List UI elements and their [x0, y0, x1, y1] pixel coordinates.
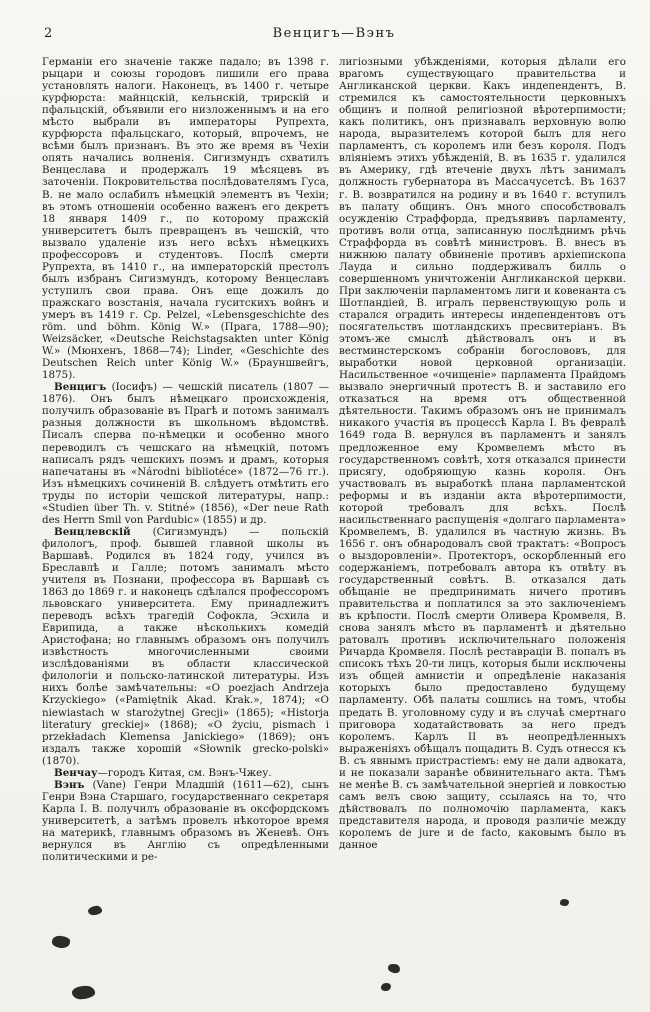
- left-column: [42, 56, 329, 863]
- right-column: [339, 56, 626, 863]
- article-wenzig: [42, 381, 329, 526]
- article-wenchau: [42, 767, 329, 779]
- article-wenclewski: [42, 526, 329, 767]
- entry-text-wenclewski: (Сигизмундъ) — польскій филологъ, проф. бывшей главной школы въ Варшавѣ. Родился въ 1824 году, учился въ Бреславлѣ и Галле; потомъ занималъ мѣсто учителя въ Познани, профессора въ Варшавѣ съ 1863 до 1869 г. и наконецъ сдѣлался профессоромъ львовскаго университета. Ему принадлежитъ переводъ всѣхъ трагедій Софокла, Эсхила и Еврипида, а также нѣсколькихъ комедій Аристофана; но главнымъ образомъ онъ получилъ извѣстность многочисленными своими изслѣдованіями въ области классической филологіи и польско-латинской литературы. Изъ нихъ болѣе замѣчательны: «O poezjach Andrzeja Krzyckiego» («Pamiętnik Akad. Krak.», 1874); «O niewiastach w starożytnej Grecji» (1865); «Historja literatury greckiej» (1868); «O życiu, pismach i przekładach Klemensa Janickiego» (1869); онъ издалъ также хорошій «Słownik grecko-polski» (1870).: [42, 525, 329, 767]
- ink-smudge: [72, 985, 96, 1000]
- headword-wenzig: Венцигъ: [54, 381, 107, 394]
- headword-wenchau: Венчау: [54, 766, 98, 779]
- page-header: [42, 24, 626, 48]
- article-venceslav-continuation: Германіи его значеніе также падало; въ 1398 г. рыцари и союзы городовъ лишили его права установлять налоги. Наконецъ, въ 1400 г. четыре курфюрста: майнцскій, кельнскій, трирскій и пфальцскій, объявили его низложеннымъ и на его мѣсто выбрали въ императоры Рупрехта, курфюрста пфальцскаго, который, впрочемъ, не всѣми былъ признанъ. Въ это же время въ Чехіи опять начались волненія. Сигизмундъ схватилъ Венцеслава и продержалъ 19 мѣсяцевъ въ заточеніи. Покровительства послѣдователямъ Гуса, В. не мало ослабилъ нѣмецкій элементъ въ Чехіи; въ этомъ отношеніи особенно важенъ его декретъ 18 января 1409 г., по которому пражскій университетъ былъ превращенъ въ чешскій, что вызвало удаленіе изъ него всѣхъ нѣмецкихъ профессоровъ и студентовъ. Послѣ смерти Рупрехта, въ 1410 г., на императорскій престолъ былъ избранъ Сигизмундъ, которому Венцеславъ уступилъ свои права. Онъ еще дожилъ до пражскаго возстанія, начала гуситскихъ войнъ и умеръ въ 1419 г. Ср. Pelzel, «Lebensgeschichte des röm. und böhm. König W.» (Прага, 1788—90); Weizsäcker, «Deutsche Reichstagsakten unter König W.» (Мюнхенъ, 1868—74); Linder, «Geschichte des Deutschen Reich unter König W.» (Брауншвейгъ, 1875).: [42, 56, 329, 382]
- article-vane: [42, 779, 329, 863]
- headword-vane: Вэнъ: [54, 778, 85, 791]
- entry-text-wenchau: —городъ Китая, см. Вэнъ-Чжеу.: [97, 766, 272, 779]
- ink-smudge: [380, 982, 391, 992]
- entry-text-vane: (Vane) Генри Младшій (1611—62), сынъ Генри Вэна Старшаго, государственнаго секретаря Карла I. В. получилъ образованіе въ оксфордскомъ университетѣ, а затѣмъ провелъ нѣкоторое время на материкѣ, главнымъ образомъ въ Женевѣ. Онъ вернулся въ Англію съ опредѣленными политическими и ре-: [42, 778, 329, 864]
- headword-wenclewski: Венцлевскій: [54, 525, 131, 538]
- ink-smudge: [52, 935, 71, 949]
- ink-smudge: [387, 963, 400, 974]
- ink-smudge: [87, 905, 102, 916]
- text-columns: [42, 56, 626, 863]
- page-number: 2: [44, 26, 53, 41]
- entry-text-wenzig: (Іосифъ) — чешскій писатель (1807 — 1876). Онъ былъ нѣмецкаго происхожденія, получилъ образованіе въ Прагѣ и потомъ занималъ разныя должности въ школьномъ вѣдомствѣ. Писалъ сперва по-нѣмецки и особенно много переводилъ съ чешскаго на нѣмецкій, потомъ написалъ рядъ чешскихъ поэмъ и драмъ, которыя напечатаны въ «Národni bibliotéce» (1872—76 гг.). Изъ нѣмецкихъ сочиненій В. слѣдуетъ отмѣтить его труды по исторіи чешской литературы, напр.: «Studien über Th. v. Stitné» (1856), «Der neue Rath des Herrn Smil von Pardubic» (1855) и др.: [42, 381, 329, 526]
- running-title: Венцигъ—Вэнъ: [272, 26, 396, 41]
- ink-smudge: [560, 899, 569, 906]
- article-vane-continuation: лигіозными убѣжденіями, которыя дѣлали его врагомъ существующаго правительства и Англиканской церкви. Какъ индепендентъ, В. стремился къ самостоятельности церковныхъ общинъ и полной религіозной вѣротерпимости; какъ политикъ, онъ признавалъ верховную волю народа, выразителемъ которой былъ для него парламентъ, съ королемъ или безъ короля. Подъ вліяніемъ этихъ убѣжденій, В. въ 1635 г. удалился въ Америку, гдѣ втеченіе двухъ лѣтъ занималъ должность губернатора въ Массачусетсѣ. Въ 1637 г. В. возвратился на родину и въ 1640 г. вступилъ въ палату общинъ. Онъ много способствовалъ осужденію Страффорда, предъявивъ парламенту, противъ воли отца, записанную послѣднимъ рѣчь Страффорда въ совѣтѣ министровъ. В. внесъ въ нижнюю палату обвиненіе противъ архіепископа Лауда и сильно поддерживалъ билль о совершенномъ уничтоженіи Англиканской церкви. При заключеніи парламентомъ лиги и ковенанта съ Шотландіей, В. игралъ первенствующую роль и старался оградить интересы индепендентовъ отъ посягательствъ шотландскихъ пресвитеріанъ. Въ этомъ-же смыслѣ дѣйствовалъ онъ и въ вестминстерскомъ собраніи богослововъ, для выработки новой церковной организаціи. Насильственное «очищеніе» парламента Прайдомъ вызвало энергичный протестъ В. и заставило его отказаться на время отъ общественной дѣятельности. Такимъ образомъ онъ не принималъ никакого участія въ процессѣ Карла I. Въ февралѣ 1649 года В. вернулся въ парламентъ и занялъ предложенное ему Кромвелемъ мѣсто въ государственномъ совѣтѣ, хотя отказался принести присягу, одобряющую казнь короля. Онъ участвовалъ въ выработкѣ плана парламентской реформы и въ изданіи акта вѣротерпимости, которой требовалъ для всѣхъ. Послѣ насильственнаго распущенія «долгаго парламента» Кромвелемъ, В. удалился въ частную жизнь. Въ 1656 г. онъ обнародовалъ свой трактатъ: «Вопросъ о выздоровленіи». Протекторъ, оскорбленный его содержаніемъ, потребовалъ автора къ отвѣту въ государственный совѣтъ. В. отказался дать обѣщаніе не предпринимать ничего противъ правительства и поплатился за это заключеніемъ въ крѣпости. Послѣ смерти Оливера Кромвеля, В. снова занялъ мѣсто въ парламентѣ и дѣятельно ратовалъ противъ исключительнаго положенія Ричарда Кромвеля. Послѣ реставраціи В. попалъ въ списокъ тѣхъ 20-ти лицъ, которыя были исключены изъ общей амнистіи и опредѣленіе наказанія которыхъ было предоставлено будущему парламенту. Обѣ палаты сошлись на томъ, чтобы предать В. уголовному суду и въ случаѣ смертнаго приговора ходатайствовать за него предъ королемъ. Карлъ II въ неопредѣленныхъ выраженіяхъ обѣщалъ пощадить В. Судъ отнесся къ В. съ явнымъ пристрастіемъ: ему не дали адвоката, и не показали заранѣе обвинительнаго акта. Тѣмъ не менѣе В. съ замѣчательной энергіей и ловкостью самъ велъ свою защиту, ссылаясь на то, что дѣйствовалъ по полномочію парламента, какъ представителя народа, и проводя различіе между королемъ de jure и de facto, каковымъ было въ данное: [339, 56, 626, 852]
